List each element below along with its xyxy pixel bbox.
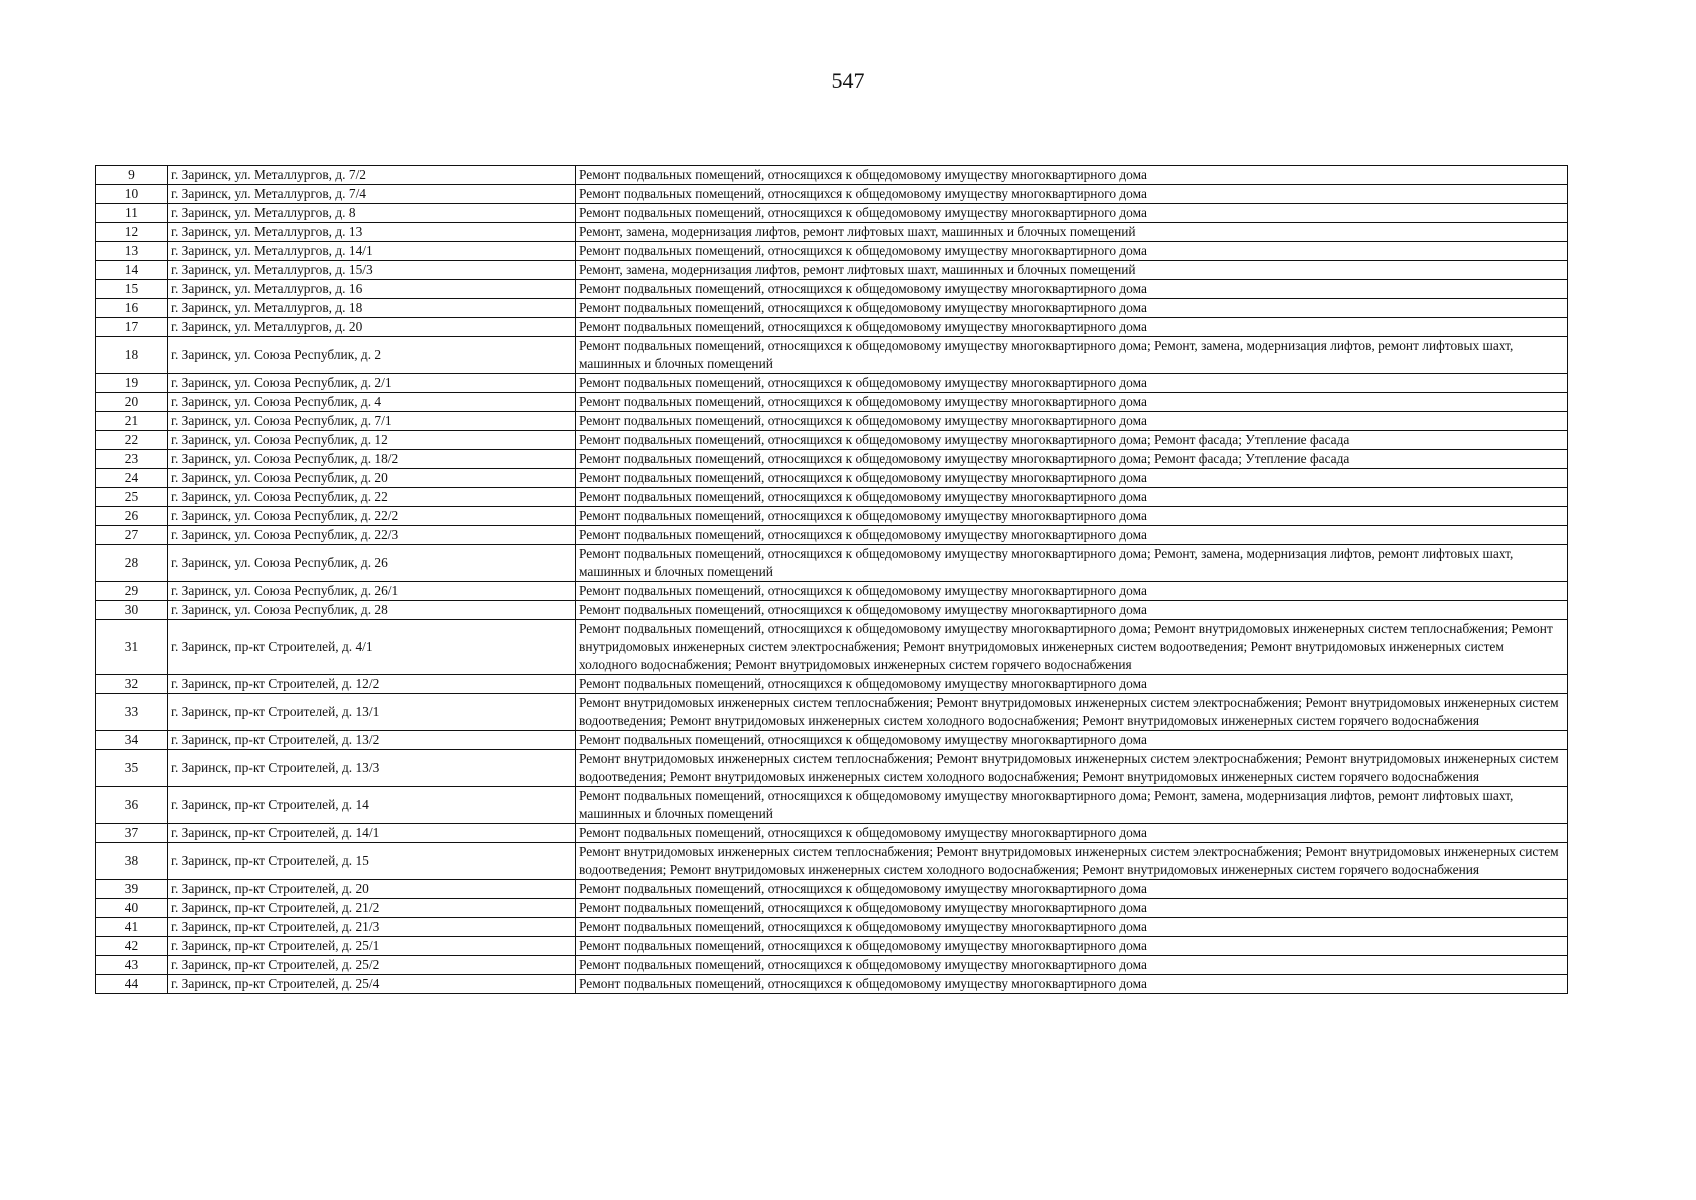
- row-address: г. Заринск, ул. Союза Республик, д. 7/1: [168, 412, 576, 431]
- row-number: 25: [96, 488, 168, 507]
- row-work-description: Ремонт подвальных помещений, относящихся к общедомовому имуществу многоквартирного дома: [576, 299, 1568, 318]
- row-address: г. Заринск, ул. Металлургов, д. 7/4: [168, 185, 576, 204]
- row-address: г. Заринск, ул. Союза Республик, д. 18/2: [168, 450, 576, 469]
- table-row: [96, 166, 1568, 185]
- row-work-description: Ремонт подвальных помещений, относящихся к общедомовому имуществу многоквартирного дома: [576, 469, 1568, 488]
- row-address: г. Заринск, ул. Союза Республик, д. 26: [168, 545, 576, 582]
- row-address: г. Заринск, ул. Металлургов, д. 13: [168, 223, 576, 242]
- repair-table: [95, 165, 1568, 994]
- table-row: [96, 937, 1568, 956]
- row-address: г. Заринск, пр-кт Строителей, д. 14/1: [168, 824, 576, 843]
- row-work-description: Ремонт подвальных помещений, относящихся к общедомовому имуществу многоквартирного дома: [576, 412, 1568, 431]
- table-row: [96, 694, 1568, 731]
- table-row: [96, 488, 1568, 507]
- row-address: г. Заринск, пр-кт Строителей, д. 21/3: [168, 918, 576, 937]
- row-address: г. Заринск, пр-кт Строителей, д. 13/2: [168, 731, 576, 750]
- table-row: [96, 223, 1568, 242]
- table-row: [96, 675, 1568, 694]
- row-work-description: Ремонт подвальных помещений, относящихся к общедомовому имуществу многоквартирного дома: [576, 280, 1568, 299]
- table-row: [96, 545, 1568, 582]
- table-row: [96, 918, 1568, 937]
- table-row: [96, 787, 1568, 824]
- row-work-description: Ремонт подвальных помещений, относящихся к общедомовому имуществу многоквартирного дома; Ремонт, замена, модернизация лифтов, ремонт лифтовых шахт, машинных и блочных помещений: [576, 337, 1568, 374]
- table-row: [96, 450, 1568, 469]
- row-work-description: Ремонт подвальных помещений, относящихся к общедомовому имуществу многоквартирного дома: [576, 937, 1568, 956]
- row-number: 27: [96, 526, 168, 545]
- row-number: 28: [96, 545, 168, 582]
- row-work-description: Ремонт подвальных помещений, относящихся к общедомовому имуществу многоквартирного дома: [576, 918, 1568, 937]
- row-work-description: Ремонт подвальных помещений, относящихся к общедомовому имуществу многоквартирного дома: [576, 731, 1568, 750]
- table-row: [96, 318, 1568, 337]
- row-work-description: Ремонт подвальных помещений, относящихся к общедомовому имуществу многоквартирного дома: [576, 899, 1568, 918]
- page-number: 547: [831, 68, 865, 93]
- row-address: г. Заринск, ул. Металлургов, д. 18: [168, 299, 576, 318]
- repair-table-container: [95, 165, 1568, 994]
- row-number: 36: [96, 787, 168, 824]
- row-work-description: Ремонт подвальных помещений, относящихся к общедомовому имуществу многоквартирного дома: [576, 393, 1568, 412]
- row-work-description: Ремонт, замена, модернизация лифтов, ремонт лифтовых шахт, машинных и блочных помещений: [576, 223, 1568, 242]
- row-number: 44: [96, 975, 168, 994]
- table-row: [96, 956, 1568, 975]
- row-work-description: Ремонт подвальных помещений, относящихся к общедомовому имуществу многоквартирного дома: [576, 166, 1568, 185]
- row-number: 32: [96, 675, 168, 694]
- row-address: г. Заринск, пр-кт Строителей, д. 25/2: [168, 956, 576, 975]
- row-address: г. Заринск, ул. Союза Республик, д. 28: [168, 601, 576, 620]
- table-row: [96, 299, 1568, 318]
- row-work-description: Ремонт, замена, модернизация лифтов, ремонт лифтовых шахт, машинных и блочных помещений: [576, 261, 1568, 280]
- row-number: 18: [96, 337, 168, 374]
- row-address: г. Заринск, ул. Союза Республик, д. 22/3: [168, 526, 576, 545]
- table-row: [96, 975, 1568, 994]
- table-row: [96, 843, 1568, 880]
- row-work-description: Ремонт подвальных помещений, относящихся к общедомовому имуществу многоквартирного дома: [576, 582, 1568, 601]
- table-row: [96, 824, 1568, 843]
- row-address: г. Заринск, ул. Металлургов, д. 14/1: [168, 242, 576, 261]
- row-number: 9: [96, 166, 168, 185]
- row-number: 17: [96, 318, 168, 337]
- row-number: 19: [96, 374, 168, 393]
- row-number: 20: [96, 393, 168, 412]
- row-number: 40: [96, 899, 168, 918]
- row-work-description: Ремонт подвальных помещений, относящихся к общедомовому имуществу многоквартирного дома: [576, 880, 1568, 899]
- table-row: [96, 526, 1568, 545]
- row-number: 35: [96, 750, 168, 787]
- table-row: [96, 393, 1568, 412]
- row-address: г. Заринск, ул. Союза Республик, д. 22/2: [168, 507, 576, 526]
- row-address: г. Заринск, ул. Союза Республик, д. 4: [168, 393, 576, 412]
- row-address: г. Заринск, ул. Союза Республик, д. 2/1: [168, 374, 576, 393]
- row-address: г. Заринск, пр-кт Строителей, д. 13/3: [168, 750, 576, 787]
- row-number: 38: [96, 843, 168, 880]
- row-address: г. Заринск, пр-кт Строителей, д. 4/1: [168, 620, 576, 675]
- row-work-description: Ремонт подвальных помещений, относящихся к общедомовому имуществу многоквартирного дома: [576, 204, 1568, 223]
- row-address: г. Заринск, ул. Союза Республик, д. 26/1: [168, 582, 576, 601]
- row-number: 12: [96, 223, 168, 242]
- row-number: 33: [96, 694, 168, 731]
- row-number: 11: [96, 204, 168, 223]
- row-number: 13: [96, 242, 168, 261]
- row-work-description: Ремонт подвальных помещений, относящихся к общедомовому имуществу многоквартирного дома: [576, 374, 1568, 393]
- table-row: [96, 899, 1568, 918]
- row-address: г. Заринск, ул. Союза Республик, д. 2: [168, 337, 576, 374]
- row-number: 24: [96, 469, 168, 488]
- table-row: [96, 880, 1568, 899]
- table-row: [96, 412, 1568, 431]
- row-work-description: Ремонт подвальных помещений, относящихся к общедомовому имуществу многоквартирного дома; Ремонт, замена, модернизация лифтов, ремонт лифтовых шахт, машинных и блочных помещений: [576, 545, 1568, 582]
- table-row: [96, 280, 1568, 299]
- table-row: [96, 601, 1568, 620]
- row-number: 42: [96, 937, 168, 956]
- table-row: [96, 507, 1568, 526]
- row-number: 26: [96, 507, 168, 526]
- row-address: г. Заринск, пр-кт Строителей, д. 25/4: [168, 975, 576, 994]
- row-number: 15: [96, 280, 168, 299]
- table-row: [96, 337, 1568, 374]
- row-work-description: Ремонт подвальных помещений, относящихся к общедомовому имуществу многоквартирного дома: [576, 956, 1568, 975]
- row-address: г. Заринск, ул. Металлургов, д. 8: [168, 204, 576, 223]
- row-work-description: Ремонт подвальных помещений, относящихся к общедомовому имуществу многоквартирного дома; Ремонт внутридомовых инженерных систем теплоснабжения; Ремонт внутридомовых инженерных систем электроснабжения; Ремонт внутридомовых инженерных систем водоотведения; Ремонт внутридомовых инженерных систем холодного водоснабжения; Ремонт внутридомовых инженерных систем горячего водоснабжения: [576, 620, 1568, 675]
- row-address: г. Заринск, ул. Металлургов, д. 7/2: [168, 166, 576, 185]
- repair-table-body: [96, 166, 1568, 994]
- row-work-description: Ремонт подвальных помещений, относящихся к общедомовому имуществу многоквартирного дома; Ремонт фасада; Утепление фасада: [576, 450, 1568, 469]
- row-address: г. Заринск, ул. Металлургов, д. 16: [168, 280, 576, 299]
- row-work-description: Ремонт подвальных помещений, относящихся к общедомовому имуществу многоквартирного дома: [576, 318, 1568, 337]
- row-work-description: Ремонт подвальных помещений, относящихся к общедомовому имуществу многоквартирного дома: [576, 526, 1568, 545]
- table-row: [96, 620, 1568, 675]
- table-row: [96, 582, 1568, 601]
- row-work-description: Ремонт подвальных помещений, относящихся к общедомовому имуществу многоквартирного дома: [576, 488, 1568, 507]
- row-number: 21: [96, 412, 168, 431]
- row-work-description: Ремонт подвальных помещений, относящихся к общедомовому имуществу многоквартирного дома: [576, 675, 1568, 694]
- row-address: г. Заринск, пр-кт Строителей, д. 21/2: [168, 899, 576, 918]
- row-work-description: Ремонт подвальных помещений, относящихся к общедомовому имуществу многоквартирного дома: [576, 242, 1568, 261]
- row-number: 22: [96, 431, 168, 450]
- table-row: [96, 374, 1568, 393]
- table-row: [96, 261, 1568, 280]
- table-row: [96, 431, 1568, 450]
- row-number: 14: [96, 261, 168, 280]
- row-number: 37: [96, 824, 168, 843]
- row-address: г. Заринск, пр-кт Строителей, д. 13/1: [168, 694, 576, 731]
- row-address: г. Заринск, ул. Металлургов, д. 20: [168, 318, 576, 337]
- row-address: г. Заринск, пр-кт Строителей, д. 25/1: [168, 937, 576, 956]
- row-address: г. Заринск, пр-кт Строителей, д. 15: [168, 843, 576, 880]
- row-address: г. Заринск, ул. Союза Республик, д. 22: [168, 488, 576, 507]
- row-address: г. Заринск, ул. Союза Республик, д. 12: [168, 431, 576, 450]
- table-row: [96, 185, 1568, 204]
- row-address: г. Заринск, пр-кт Строителей, д. 14: [168, 787, 576, 824]
- row-work-description: Ремонт подвальных помещений, относящихся к общедомовому имуществу многоквартирного дома: [576, 185, 1568, 204]
- row-work-description: Ремонт подвальных помещений, относящихся к общедомовому имуществу многоквартирного дома; Ремонт, замена, модернизация лифтов, ремонт лифтовых шахт, машинных и блочных помещений: [576, 787, 1568, 824]
- row-address: г. Заринск, ул. Союза Республик, д. 20: [168, 469, 576, 488]
- row-address: г. Заринск, ул. Металлургов, д. 15/3: [168, 261, 576, 280]
- table-row: [96, 731, 1568, 750]
- row-number: 16: [96, 299, 168, 318]
- row-number: 10: [96, 185, 168, 204]
- table-row: [96, 750, 1568, 787]
- table-row: [96, 469, 1568, 488]
- row-number: 39: [96, 880, 168, 899]
- row-work-description: Ремонт подвальных помещений, относящихся к общедомовому имуществу многоквартирного дома: [576, 824, 1568, 843]
- table-row: [96, 242, 1568, 261]
- row-number: 31: [96, 620, 168, 675]
- row-address: г. Заринск, пр-кт Строителей, д. 20: [168, 880, 576, 899]
- row-number: 30: [96, 601, 168, 620]
- row-work-description: Ремонт подвальных помещений, относящихся к общедомовому имуществу многоквартирного дома; Ремонт фасада; Утепление фасада: [576, 431, 1568, 450]
- row-number: 43: [96, 956, 168, 975]
- row-number: 41: [96, 918, 168, 937]
- row-number: 29: [96, 582, 168, 601]
- row-work-description: Ремонт внутридомовых инженерных систем теплоснабжения; Ремонт внутридомовых инженерных систем электроснабжения; Ремонт внутридомовых инженерных систем водоотведения; Ремонт внутридомовых инженерных систем холодного водоснабжения; Ремонт внутридомовых инженерных систем горячего водоснабжения: [576, 694, 1568, 731]
- row-work-description: Ремонт внутридомовых инженерных систем теплоснабжения; Ремонт внутридомовых инженерных систем электроснабжения; Ремонт внутридомовых инженерных систем водоотведения; Ремонт внутридомовых инженерных систем холодного водоснабжения; Ремонт внутридомовых инженерных систем горячего водоснабжения: [576, 843, 1568, 880]
- row-number: 34: [96, 731, 168, 750]
- row-work-description: Ремонт подвальных помещений, относящихся к общедомовому имуществу многоквартирного дома: [576, 601, 1568, 620]
- row-work-description: Ремонт внутридомовых инженерных систем теплоснабжения; Ремонт внутридомовых инженерных систем электроснабжения; Ремонт внутридомовых инженерных систем водоотведения; Ремонт внутридомовых инженерных систем холодного водоснабжения; Ремонт внутридомовых инженерных систем горячего водоснабжения: [576, 750, 1568, 787]
- row-work-description: Ремонт подвальных помещений, относящихся к общедомовому имуществу многоквартирного дома: [576, 975, 1568, 994]
- row-number: 23: [96, 450, 168, 469]
- row-work-description: Ремонт подвальных помещений, относящихся к общедомовому имуществу многоквартирного дома: [576, 507, 1568, 526]
- row-address: г. Заринск, пр-кт Строителей, д. 12/2: [168, 675, 576, 694]
- table-row: [96, 204, 1568, 223]
